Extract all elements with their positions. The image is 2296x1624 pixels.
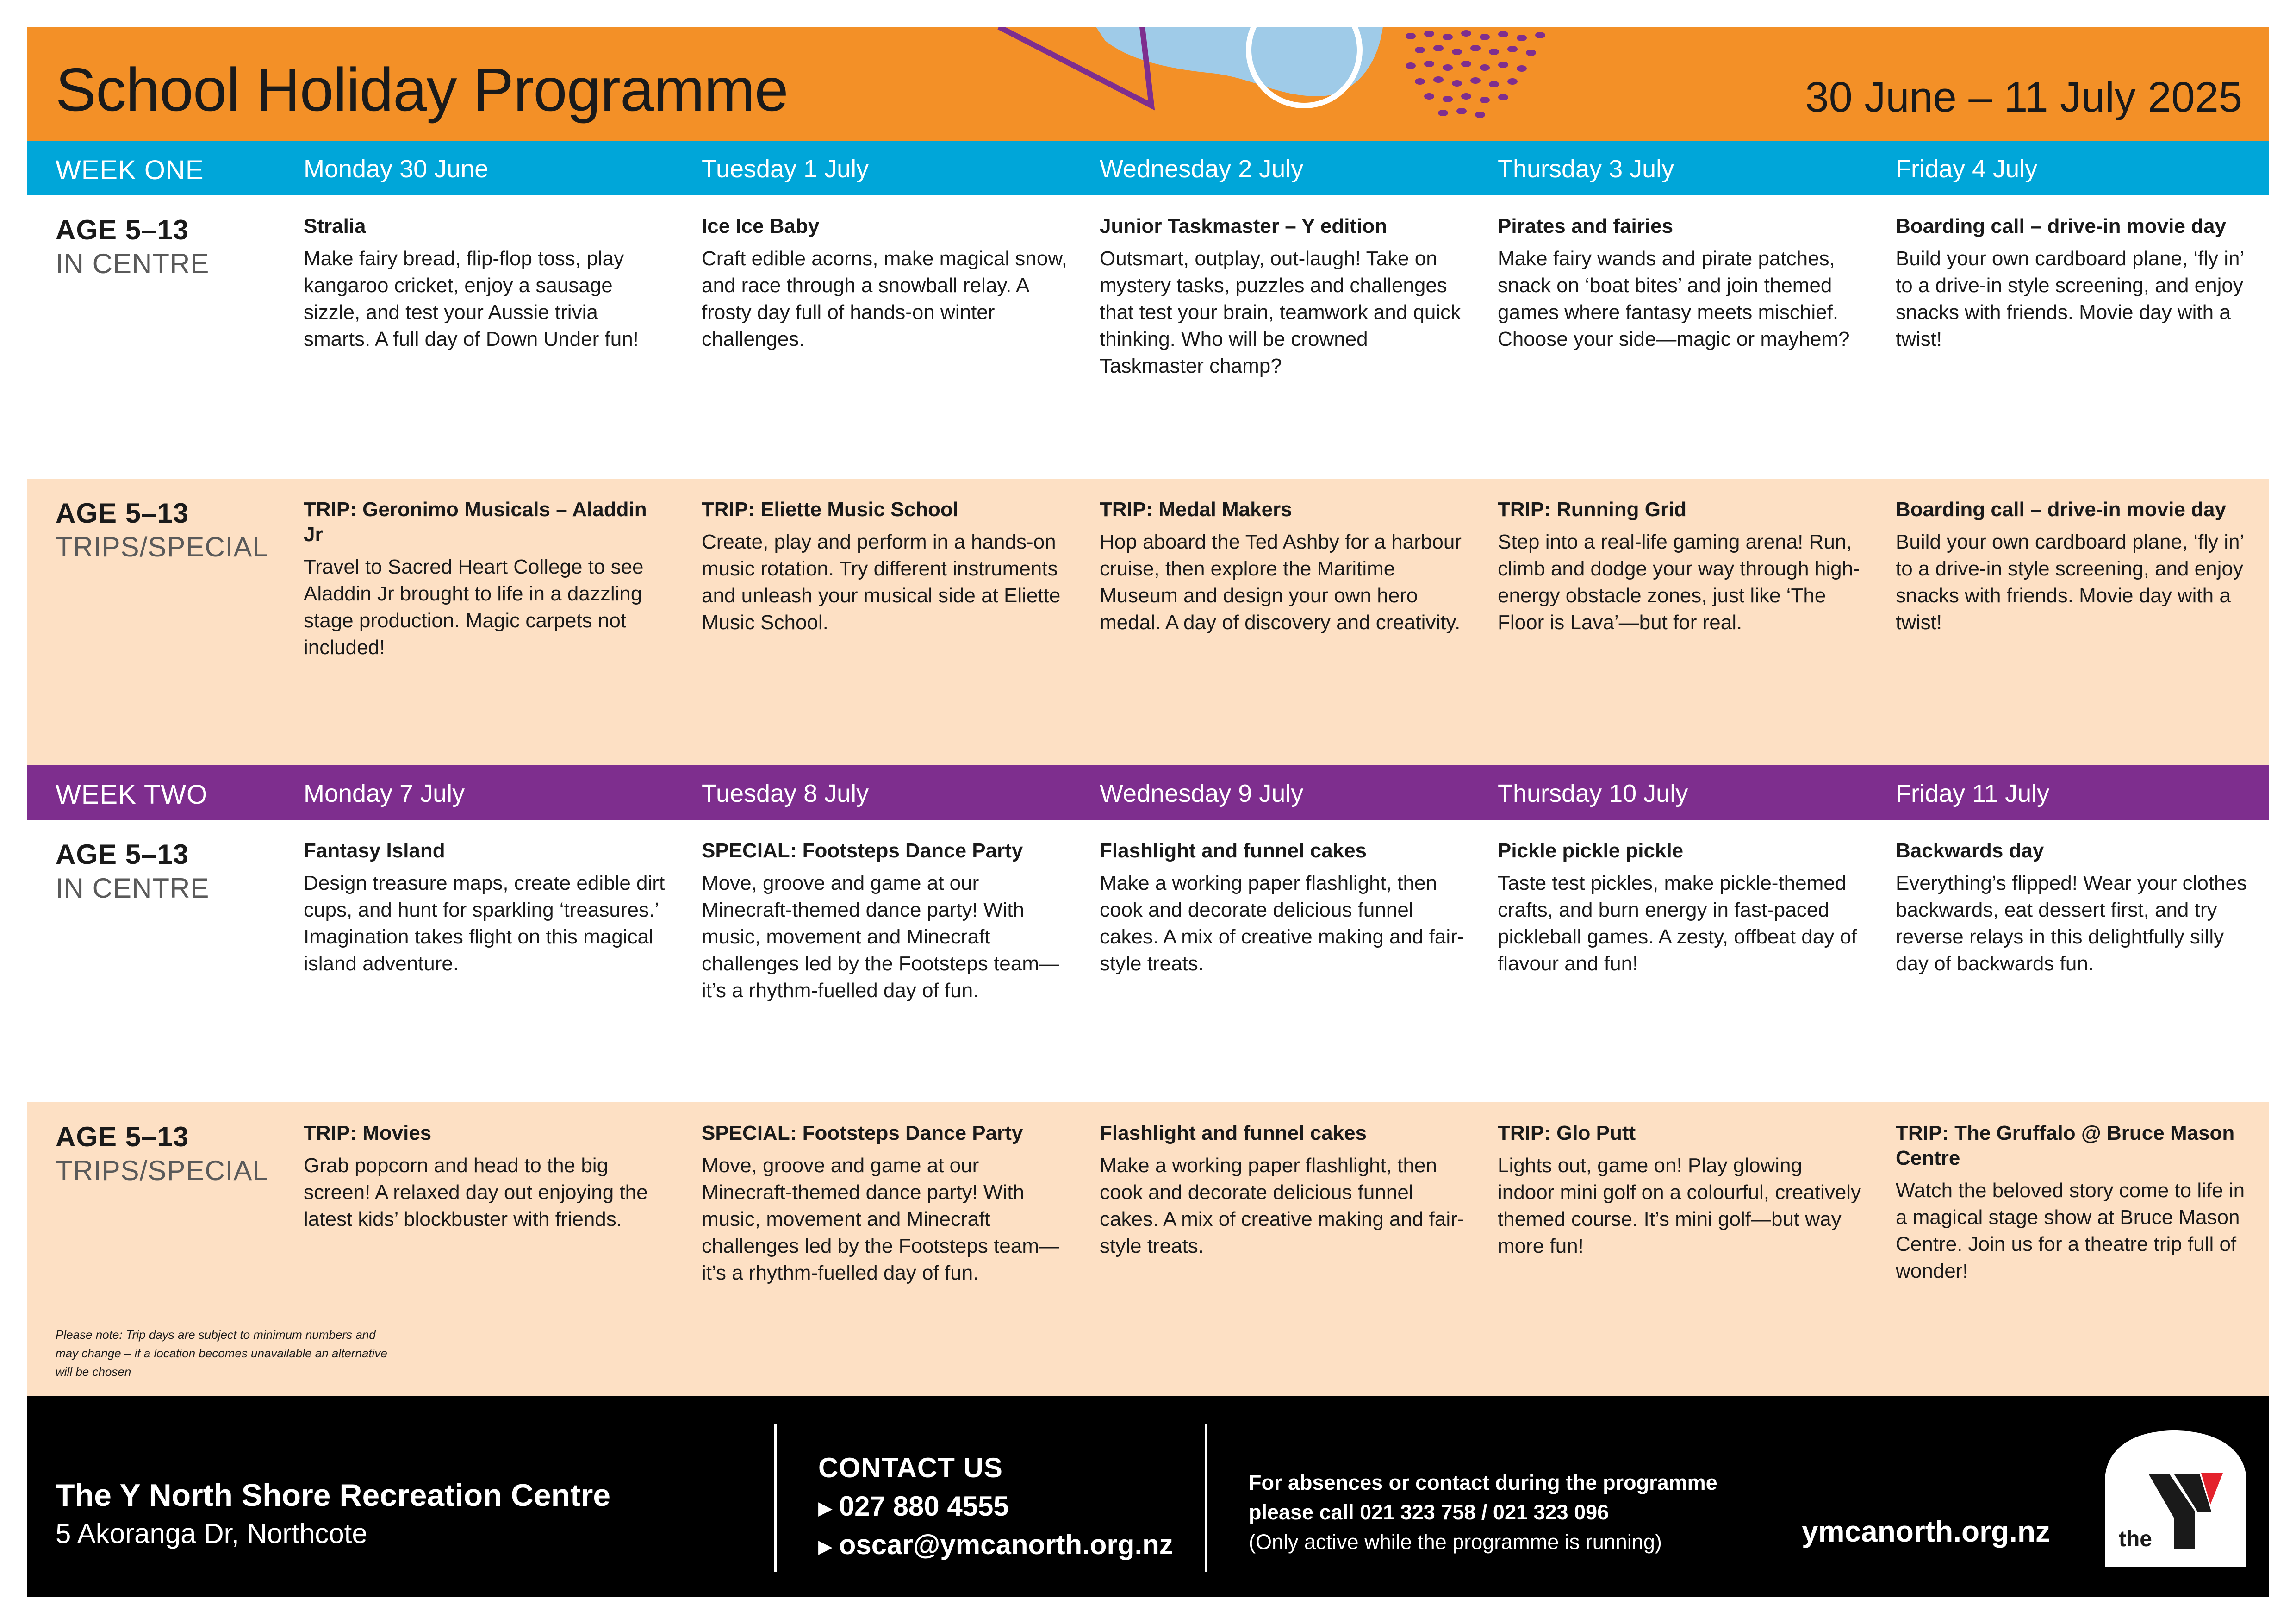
activity-title: TRIP: Geronimo Musicals – Aladdin Jr — [304, 498, 647, 546]
absence-info — [1249, 1468, 1717, 1557]
activity-cell — [1498, 1121, 1863, 1260]
phone-link[interactable] — [818, 1490, 1173, 1522]
day-heading: Monday 30 June — [304, 155, 489, 183]
activity-cell — [1100, 497, 1465, 636]
activity-description: Move, groove and game at our Minecraft-themed dance party! With music, movement and Minecraft challenges led by the Footsteps team—it’s a rhythm-fuelled day of fun. — [702, 1154, 1059, 1284]
activity-cell — [1100, 214, 1465, 380]
activity-description: Lights out, game on! Play glowing indoor mini golf on a colourful, creatively themed course. It’s mini golf—but way more fun! — [1498, 1154, 1861, 1257]
organisation-address: 5 Akoranga Dr, Northcote — [56, 1518, 367, 1549]
week-one-trips-row — [27, 479, 2269, 765]
activity-description: Make a working paper flashlight, then cook and decorate delicious funnel cakes. A mix of creative making and fair-style treats. — [1100, 872, 1464, 975]
activity-cell — [1100, 1121, 1465, 1260]
age-range: AGE 5–13 — [56, 1121, 189, 1152]
activity-title: Stralia — [304, 215, 366, 237]
play-arrow-icon: ▶ — [818, 1498, 833, 1519]
activity-cell — [1896, 1121, 2261, 1285]
week-two-bar — [27, 765, 2269, 820]
activity-description: Make a working paper flashlight, then cook and decorate delicious funnel cakes. A mix of creative making and fair-style treats. — [1100, 1154, 1464, 1257]
activity-description: Travel to Sacred Heart College to see Aladdin Jr brought to life in a dazzling stage production. Magic carpets not included! — [304, 556, 644, 659]
week-one-label: WEEK ONE — [56, 155, 204, 185]
contact-block — [818, 1452, 1173, 1561]
activity-title: Pirates and fairies — [1498, 215, 1674, 237]
programme-page — [27, 27, 2269, 1597]
activity-cell — [1498, 497, 1863, 636]
age-range: AGE 5–13 — [56, 214, 189, 245]
logo-text: the — [2119, 1527, 2152, 1551]
activity-cell — [1100, 838, 1465, 977]
activity-type: TRIPS/SPECIAL — [56, 1155, 268, 1186]
footer-divider — [1205, 1424, 1207, 1572]
week-two-trips-row — [27, 1102, 2269, 1396]
activity-description: Build your own cardboard plane, ‘fly in’ to a drive-in style screening, and enjoy snacks with friends. Movie day with a twist! — [1896, 531, 2244, 634]
day-heading: Tuesday 8 July — [702, 780, 869, 807]
activity-description: Build your own cardboard plane, ‘fly in’ to a drive-in style screening, and enjoy snacks with friends. Movie day with a twist! — [1896, 247, 2244, 350]
age-range: AGE 5–13 — [56, 839, 189, 870]
absence-line: For absences or contact during the programme — [1249, 1471, 1717, 1494]
activity-description: Outsmart, outplay, out-laugh! Take on mystery tasks, puzzles and challenges that test your brain, teamwork and quick thinking. Who will be crowned Taskmaster champ? — [1100, 247, 1461, 377]
absence-note: (Only active while the programme is running) — [1249, 1530, 1662, 1554]
header-banner — [27, 27, 2269, 141]
age-label — [56, 497, 268, 563]
week-one-bar — [27, 141, 2269, 195]
activity-title: Backwards day — [1896, 839, 2044, 862]
age-range: AGE 5–13 — [56, 498, 189, 529]
activity-description: Grab popcorn and head to the big screen! A relaxed day out enjoying the latest kids’ blockbuster with friends. — [304, 1154, 648, 1230]
activity-cell — [304, 497, 669, 661]
activity-type: IN CENTRE — [56, 873, 210, 904]
contact-heading: CONTACT US — [818, 1452, 1003, 1483]
activity-description: Create, play and perform in a hands-on music rotation. Try different instruments and unleash your musical side at Eliette Music School. — [702, 531, 1061, 634]
activity-cell — [702, 838, 1067, 1004]
organisation-name: The Y North Shore Recreation Centre — [56, 1478, 611, 1513]
day-heading: Thursday 10 July — [1498, 780, 1688, 807]
activity-cell — [304, 214, 669, 353]
activity-title: Boarding call – drive-in movie day — [1896, 215, 2226, 237]
activity-description: Move, groove and game at our Minecraft-themed dance party! With music, movement and Minecraft challenges led by the Footsteps team—it’s a rhythm-fuelled day of fun. — [702, 872, 1059, 1002]
age-label — [56, 838, 209, 904]
activity-title: Junior Taskmaster – Y edition — [1100, 215, 1388, 237]
email-link[interactable] — [818, 1529, 1173, 1561]
day-heading: Monday 7 July — [304, 780, 465, 807]
day-heading: Thursday 3 July — [1498, 155, 1674, 183]
activity-title: Boarding call – drive-in movie day — [1896, 498, 2226, 521]
play-arrow-icon: ▶ — [818, 1537, 833, 1557]
activity-title: TRIP: Movies — [304, 1122, 432, 1144]
activity-title: SPECIAL: Footsteps Dance Party — [702, 1122, 1023, 1144]
activity-description: Step into a real-life gaming arena! Run, climb and dodge your way through high-energy obstacle zones, just like ‘The Floor is Lava’—but for real. — [1498, 531, 1860, 634]
phone-number: 027 880 4555 — [839, 1491, 1009, 1522]
day-heading: Friday 11 July — [1896, 780, 2050, 807]
activity-description: Make fairy bread, flip-flop toss, play kangaroo cricket, enjoy a sausage sizzle, and test your Aussie trivia smarts. A full day of Down Under fun! — [304, 247, 639, 350]
day-heading: Friday 4 July — [1896, 155, 2038, 183]
activity-cell — [304, 838, 669, 977]
activity-description: Craft edible acorns, make magical snow, and race through a snowball relay. A frosty day full of hands-on winter challenges. — [702, 247, 1067, 350]
activity-cell — [702, 1121, 1067, 1287]
activity-description: Everything’s flipped! Wear your clothes backwards, eat dessert first, and try reverse relays in this delightfully silly day of backwards fun. — [1896, 872, 2247, 975]
page-title: School Holiday Programme — [56, 56, 788, 124]
week-one-in-centre-row — [27, 195, 2269, 479]
activity-description: Hop aboard the Ted Ashby for a harbour cruise, then explore the Maritime Museum and design your own hero medal. A day of discovery and creativity. — [1100, 531, 1462, 634]
activity-title: TRIP: Running Grid — [1498, 498, 1687, 521]
activity-description: Design treasure maps, create edible dirt cups, and hunt for sparkling ‘treasures.’ Imagination takes flight on this magical island adventure. — [304, 872, 665, 975]
activity-cell — [702, 497, 1067, 636]
activity-cell — [1896, 497, 2261, 636]
day-heading: Wednesday 2 July — [1100, 155, 1304, 183]
activity-title: TRIP: Glo Putt — [1498, 1122, 1636, 1144]
activity-cell — [1498, 214, 1863, 353]
activity-title: Flashlight and funnel cakes — [1100, 839, 1367, 862]
activity-cell — [1896, 838, 2261, 977]
day-heading: Wednesday 9 July — [1100, 780, 1304, 807]
activity-title: SPECIAL: Footsteps Dance Party — [702, 839, 1023, 862]
activity-title: TRIP: The Gruffalo @ Bruce Mason Centre — [1896, 1122, 2235, 1169]
email-address: oscar@ymcanorth.org.nz — [839, 1529, 1173, 1560]
activity-cell — [304, 1121, 669, 1233]
age-label — [56, 214, 209, 280]
programme-dates: 30 June – 11 July 2025 — [1805, 74, 2242, 121]
activity-type: TRIPS/SPECIAL — [56, 531, 268, 562]
footer — [27, 1396, 2269, 1597]
week-two-label: WEEK TWO — [56, 780, 208, 810]
activity-title: Flashlight and funnel cakes — [1100, 1122, 1367, 1144]
trip-note: Please note: Trip days are subject to minimum numbers and may change – if a location becomes unavailable an alternative will be chosen — [56, 1328, 387, 1379]
activity-cell — [1498, 838, 1863, 977]
footer-divider — [774, 1424, 777, 1572]
activity-description: Taste test pickles, make pickle-themed crafts, and burn energy in fast-paced pickleball games. A zesty, offbeat day of flavour and fun! — [1498, 872, 1857, 975]
activity-title: TRIP: Eliette Music School — [702, 498, 958, 521]
activity-description: Make fairy wands and pirate patches, snack on ‘boat bites’ and join themed games where fantasy meets mischief. Choose your side—magic or mayhem? — [1498, 247, 1850, 350]
activity-type: IN CENTRE — [56, 248, 210, 279]
activity-title: Pickle pickle pickle — [1498, 839, 1684, 862]
activity-cell — [1896, 214, 2261, 353]
day-heading: Tuesday 1 July — [702, 155, 869, 183]
activity-title: Ice Ice Baby — [702, 215, 820, 237]
the-y-logo — [2105, 1430, 2246, 1567]
activity-title: Fantasy Island — [304, 839, 445, 862]
age-label — [56, 1121, 268, 1187]
week-two-in-centre-row — [27, 820, 2269, 1102]
activity-description: Watch the beloved story come to life in a magical stage show at Bruce Mason Centre. Join us for a theatre trip full of wonder! — [1896, 1179, 2245, 1282]
absence-phone: please call 021 323 758 / 021 323 096 — [1249, 1500, 1609, 1524]
website-link[interactable]: ymcanorth.org.nz — [1802, 1515, 2050, 1548]
activity-title: TRIP: Medal Makers — [1100, 498, 1292, 521]
activity-cell — [702, 214, 1067, 353]
